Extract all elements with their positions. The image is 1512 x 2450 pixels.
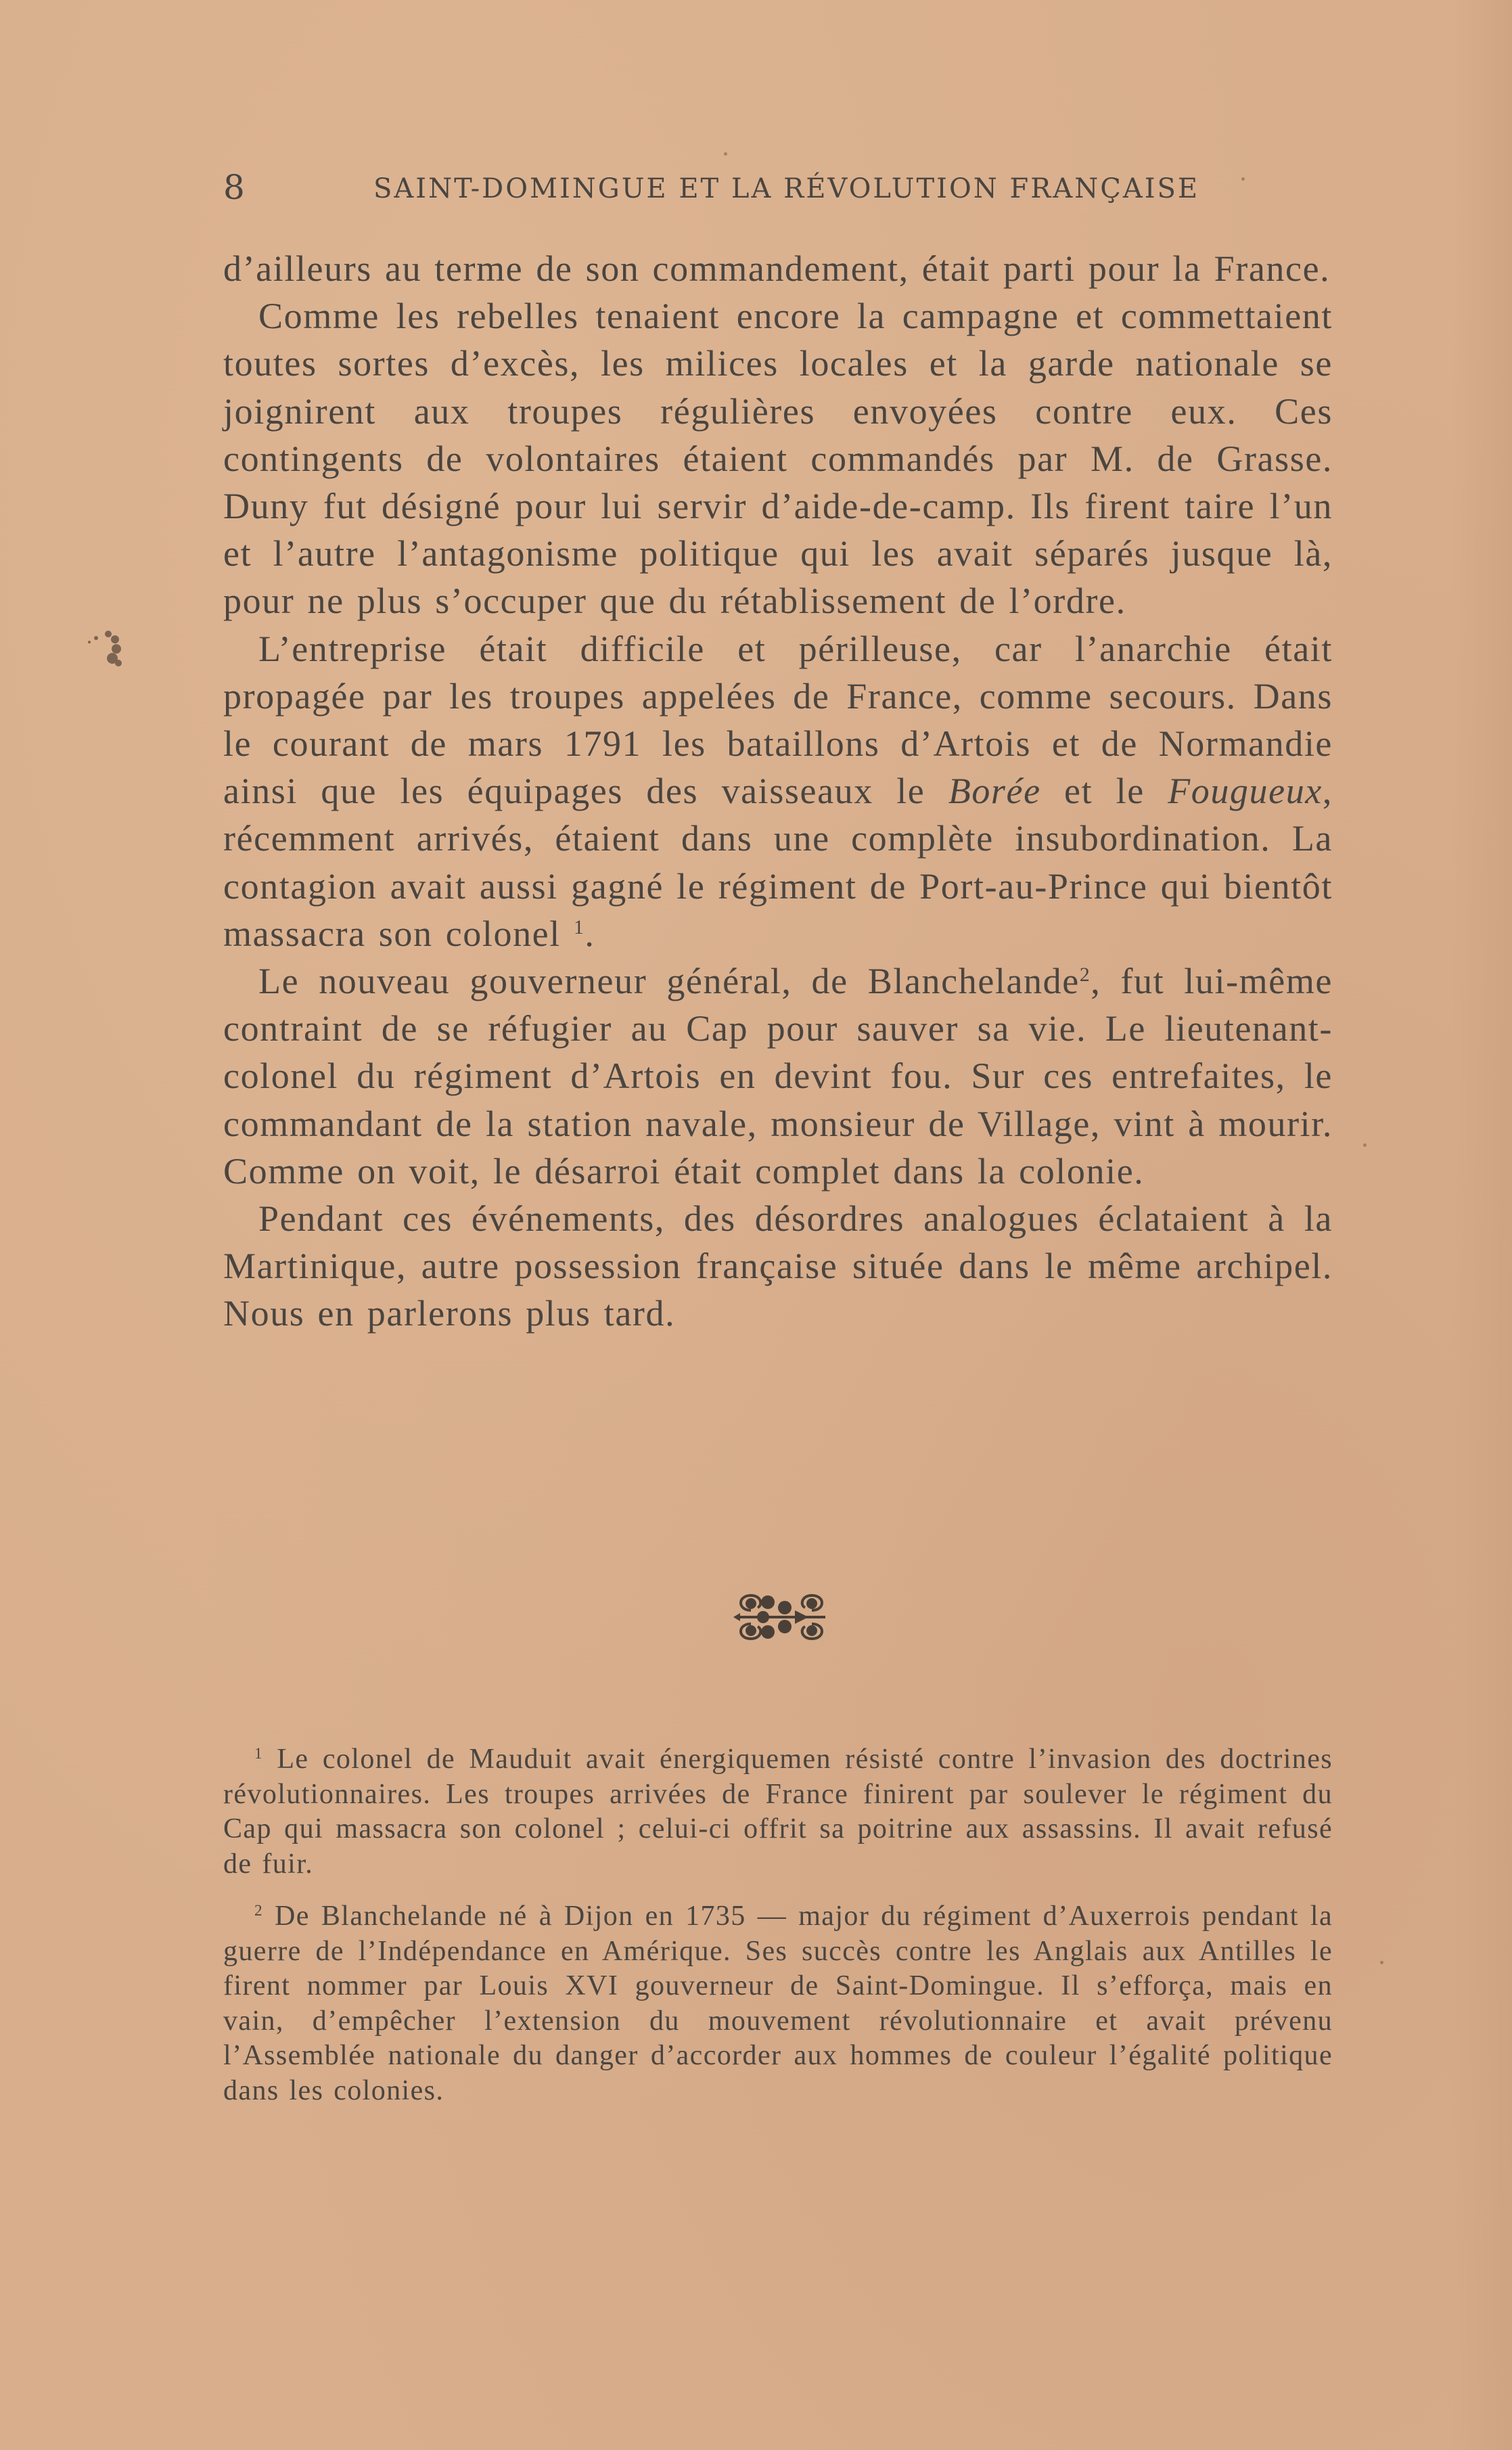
text-run: Pendant ces événements, des désordres analogues éclataient à la Martinique, autre possession française située dans le même archipel. Nous en parlerons plus tard. [223,1198,1333,1334]
footnote-text: Le colonel de Mauduit avait énergiquemen résisté contre l’invasion des doctrines révolutionnaires. Les troupes arrivées de France finirent par soulever le régiment du Cap qui massacra son colonel ; celui-ci offrit sa poitrine aux assassins. Il avait refusé de fuir. [223,1744,1333,1880]
body-paragraph [223,957,1333,1195]
text-run: et le [1040,771,1168,812]
footnote-marker: 1 [254,1744,263,1763]
paper-speck [1363,1143,1367,1147]
paper-speck [724,152,727,156]
paper-speck [1241,177,1245,181]
footnote [223,1742,1333,1882]
paper-speck [1380,1961,1383,1964]
footnotes [223,1742,1333,2126]
body-paragraph [223,292,1333,625]
body-paragraph [223,245,1333,292]
text-run: . [585,913,595,954]
page-number: 8 [223,168,245,207]
body-paragraph [223,1195,1333,1338]
floral-tailpiece-ornament-icon [731,1590,832,1644]
running-head [223,168,1333,208]
ink-blot-mark [81,626,129,670]
footnote-reference[interactable]: 2 [1079,964,1091,986]
footnote-marker: 2 [254,1901,263,1920]
text-run: L’entreprise était difficile et périlleuse, car l’anarchie était propagée par les troupes appelées de France, comme secours. Dans le courant de mars 1791 les bataillons d’Artois et de Normandie ainsi que les équipages des vaisseaux le [223,628,1333,812]
body-text [223,245,1333,1338]
ship-name: Fougueux [1168,771,1323,812]
text-run: Comme les rebelles tenaient encore la campagne et commettaient toutes sortes d’excès, les milices locales et la garde nationale se joignirent aux troupes régulières envoyées contre eux. Ces contingents de volontaires étaient commandés par M. de Grasse. Duny fut désigné pour lui servir d’aide-de-camp. Ils firent taire l’un et l’autre l’antagonisme politique qui les avait séparés jusque là, pour ne plus s’occuper que du rétablissement de l’ordre. [223,296,1333,622]
body-paragraph [223,625,1333,957]
footnote [223,1899,1333,2108]
footnote-reference[interactable]: 1 [573,917,585,939]
text-run: , fut lui-même contraint de se réfugier au Cap pour sauver sa vie. Le lieutenant-colonel du régiment d’Artois en devint fou. Sur ces entrefaites, le commandant de la station navale, monsieur de Village, vint à mourir. Comme on voit, le désarroi était complet dans la colonie. [223,961,1333,1192]
running-title: SAINT-DOMINGUE ET LA RÉVOLUTION FRANÇAISE [373,173,1200,204]
ship-name: Borée [948,771,1041,812]
text-run: d’ailleurs au terme de son commandement, était parti pour la France. [223,248,1331,289]
text-run: , récemment arrivés, étaient dans une complète insubordination. La contagion avait aussi gagné le régiment de Port-au-Prince qui bientôt massacra son colonel [223,771,1333,954]
footnote-text: De Blanchelande né à Dijon en 1735 — major du régiment d’Auxerrois pendant la guerre de l’Indépendance en Amérique. Ses succès contre les Anglais aux Antilles le firent nommer par Louis XVI gouverneur de Saint-Domingue. Il s’efforça, mais en vain, d’empêcher l’extension du mouvement révolutionnaire et avait prévenu l’Assemblée nationale du danger d’accorder aux hommes de couleur l’égalité politique dans les colonies. [223,1901,1333,2106]
text-run: Le nouveau gouverneur général, de Blanchelande [258,961,1080,1002]
